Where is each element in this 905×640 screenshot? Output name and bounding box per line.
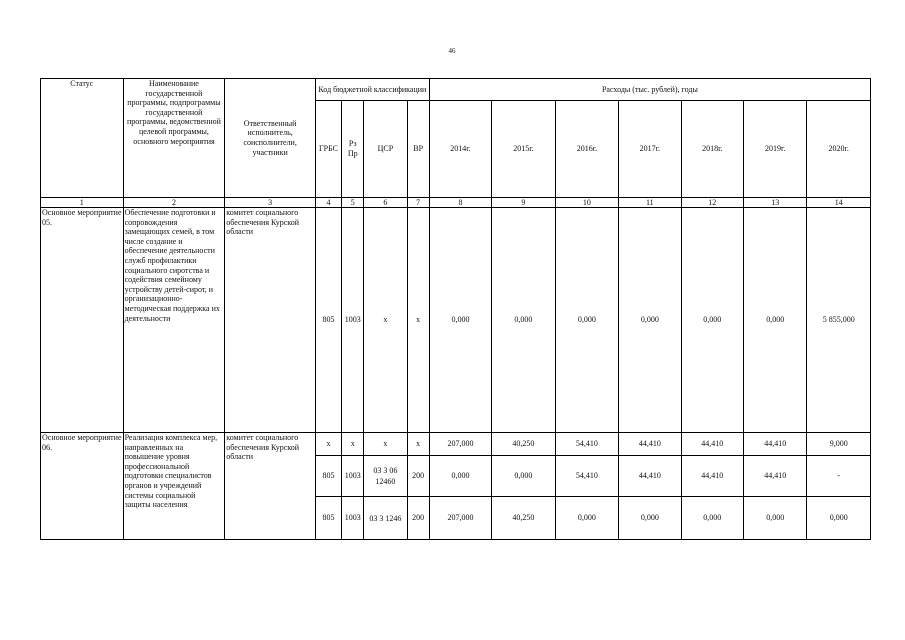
value-cell: 0,000: [492, 456, 555, 497]
value-cell: -: [807, 456, 871, 497]
csr-cell: х: [364, 208, 407, 433]
header-vr: ВР: [407, 101, 429, 198]
value-cell: 0,000: [492, 208, 555, 433]
column-number: 14: [807, 198, 871, 208]
header-year: 2016г.: [555, 101, 618, 198]
value-cell: 0,000: [619, 208, 681, 433]
column-number: 2: [123, 198, 225, 208]
value-cell: 44,410: [743, 456, 806, 497]
column-number: 4: [315, 198, 341, 208]
value-cell: 44,410: [619, 456, 681, 497]
page-number: 46: [448, 47, 456, 55]
value-cell: 207,000: [429, 433, 491, 456]
column-number: 1: [41, 198, 124, 208]
rzpr-cell: х: [342, 433, 364, 456]
table-row-m06-total: [41, 433, 871, 456]
column-number: 12: [681, 198, 743, 208]
header-budget-code: Код бюджетной классификации: [315, 79, 429, 101]
value-cell: 0,000: [743, 208, 806, 433]
status-cell: Основное мероприятие 05.: [41, 208, 124, 433]
header-expenses: Расходы (тыс. рублей), годы: [429, 79, 870, 101]
rzpr-cell: 1003: [342, 456, 364, 497]
grbs-cell: 805: [315, 456, 341, 497]
header-year: 2019г.: [743, 101, 806, 198]
column-number: 6: [364, 198, 407, 208]
value-cell: 54,410: [555, 456, 618, 497]
executor-cell: комитет социального обеспечения Курской области: [225, 433, 316, 540]
csr-cell: 03 3 1246: [364, 497, 407, 540]
value-cell: 5 855,000: [807, 208, 871, 433]
column-number: 13: [743, 198, 806, 208]
rzpr-cell: 1003: [342, 497, 364, 540]
header-year: 2015г.: [492, 101, 555, 198]
header-executor: Ответственный исполнитель, соисполнители, участники: [225, 79, 316, 198]
value-cell: 0,000: [807, 497, 871, 540]
value-cell: 207,000: [429, 497, 491, 540]
executor-cell: комитет социального обеспечения Курской области: [225, 208, 316, 433]
column-number: 9: [492, 198, 555, 208]
column-number: 8: [429, 198, 491, 208]
grbs-cell: 805: [315, 208, 341, 433]
vr-cell: 200: [407, 497, 429, 540]
name-cell: Реализация комплекса мер, направленных на повышение уровня профессиональной подготовки специалистов органов и учреждений системы социальной защиты населения: [123, 433, 225, 540]
name-cell: Обеспечение подготовки и сопровождения замещающих семей, в том числе создание и обеспечение деятельности служб профилактики социального сиротства и содействия семейному устройству детей-сирот, и организационно-методическая поддержка их деятельности: [123, 208, 225, 433]
value-cell: 0,000: [555, 497, 618, 540]
value-cell: 0,000: [429, 208, 491, 433]
table-row-m05: [41, 208, 871, 433]
column-number: 11: [619, 198, 681, 208]
status-cell: Основное мероприятие 06.: [41, 433, 124, 540]
header-status: Статус: [41, 79, 124, 198]
header-name: Наименование государственной программы, подпрограммы государственной программы, ведомственной целевой программы, основного мероприятия: [123, 79, 225, 198]
value-cell: 9,000: [807, 433, 871, 456]
value-cell: 54,410: [555, 433, 618, 456]
header-year: 2020г.: [807, 101, 871, 198]
column-number: 5: [342, 198, 364, 208]
column-number: 7: [407, 198, 429, 208]
value-cell: 0,000: [681, 497, 743, 540]
value-cell: 40,250: [492, 497, 555, 540]
value-cell: 44,410: [681, 433, 743, 456]
value-cell: 0,000: [743, 497, 806, 540]
csr-cell: 03 3 06 12460: [364, 456, 407, 497]
grbs-cell: 805: [315, 497, 341, 540]
value-cell: 0,000: [619, 497, 681, 540]
value-cell: 40,250: [492, 433, 555, 456]
column-number: 10: [555, 198, 618, 208]
value-cell: 0,000: [555, 208, 618, 433]
header-rzpr: Рз Пр: [342, 101, 364, 198]
header-grbs: ГРБС: [315, 101, 341, 198]
rzpr-cell: 1003: [342, 208, 364, 433]
header-year: 2014г.: [429, 101, 491, 198]
csr-cell: х: [364, 433, 407, 456]
column-number-row: [41, 198, 871, 208]
grbs-cell: х: [315, 433, 341, 456]
value-cell: 44,410: [619, 433, 681, 456]
value-cell: 0,000: [681, 208, 743, 433]
header-year: 2017г.: [619, 101, 681, 198]
vr-cell: х: [407, 433, 429, 456]
vr-cell: х: [407, 208, 429, 433]
header-csr: ЦСР: [364, 101, 407, 198]
value-cell: 0,000: [429, 456, 491, 497]
column-number: 3: [225, 198, 316, 208]
vr-cell: 200: [407, 456, 429, 497]
budget-table: [40, 78, 871, 540]
value-cell: 44,410: [743, 433, 806, 456]
value-cell: 44,410: [681, 456, 743, 497]
header-year: 2018г.: [681, 101, 743, 198]
